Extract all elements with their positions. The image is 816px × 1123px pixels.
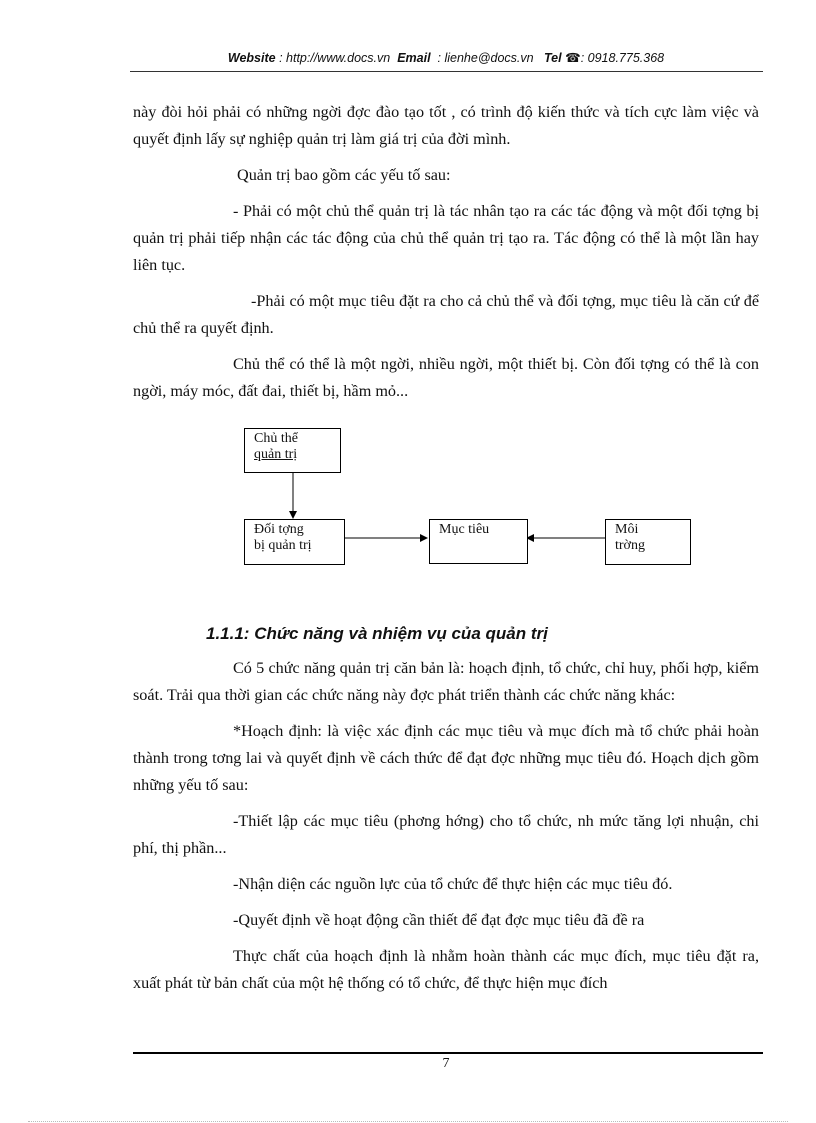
paragraph: -Quyết định về hoạt động cần thiết để đạt đợc mục tiêu đã đề ra (233, 911, 645, 929)
box-goal (429, 519, 528, 564)
page-header (130, 50, 762, 65)
paragraph: -Thiết lập các mục tiêu (phơng hớng) cho tổ chức, nh mức tăng lợi nhuận, chi phí, thị phần... (133, 812, 759, 857)
management-diagram (133, 426, 759, 606)
tel-label: Tel (544, 51, 562, 65)
box-object (244, 519, 345, 565)
email-label: Email (397, 51, 431, 65)
phone-icon: ☎ (565, 51, 581, 65)
paragraph: - Phải có một chủ thể quản trị là tác nhân tạo ra các tác động và một đối tợng bị quản trị phải tiếp nhận các tác động của chủ thể quản trị tạo ra. Tác động có thể là một lần hay liên tục. (133, 202, 759, 274)
paragraph: Thực chất của hoạch định là nhằm hoàn thành các mục đích, mục tiêu đặt ra, xuất phát từ bản chất của một hệ thống có tổ chức, để thực hiện mục đích (133, 947, 759, 992)
box-subject (244, 428, 341, 473)
page-number: 7 (442, 1056, 450, 1071)
paragraph: -Phải có một mục tiêu đặt ra cho cả chủ thể và đối tợng, mục tiêu là căn cứ để chủ thể ra quyết định. (133, 292, 759, 337)
box-env-line2: trờng (615, 538, 645, 553)
box-object-line1: Đối tợng (254, 522, 304, 537)
box-subject-line1: Chủ thể (254, 431, 298, 446)
email-value[interactable]: : lienhe@docs.vn (437, 51, 534, 65)
tel-value: : 0918.775.368 (580, 51, 665, 65)
footer-divider (133, 1052, 763, 1054)
paragraph: Chủ thể có thể là một ngời, nhiều ngời, một thiết bị. Còn đối tợng có thể là con ngời, máy móc, đất đai, thiết bị, hầm mỏ... (133, 355, 759, 400)
box-goal-label: Mục tiêu (439, 522, 490, 537)
box-environment (605, 519, 691, 565)
website-value[interactable]: : http://www.docs.vn (279, 51, 391, 65)
website-label: Website (227, 51, 276, 65)
header-divider (130, 71, 763, 72)
paragraph: *Hoạch định: là việc xác định các mục tiêu và mục đích mà tổ chức phải hoàn thành trong tơng lai và quyết định về cách thức để đạt đợc những mục tiêu đó. Hoạch dịch gồm những yếu tố sau: (133, 722, 759, 794)
document-body (133, 99, 759, 997)
paragraph: này đòi hỏi phải có những ngời đợc đào tạo tốt , có trình độ kiến thức và tích cực làm việc và quyết định lấy sự nghiệp quản trị làm giá trị của đời mình. (133, 103, 759, 148)
box-object-line2: bị quản trị (254, 538, 312, 553)
box-subject-line2: quản trị (254, 447, 298, 462)
paragraph: -Nhận diện các nguồn lực của tổ chức để thực hiện các mục tiêu đó. (233, 875, 673, 893)
paragraph: Có 5 chức năng quản trị căn bản là: hoạch định, tổ chức, chỉ huy, phối hợp, kiểm soát. Trải qua thời gian các chức năng này đợc phát triển thành các chức năng khác: (133, 659, 759, 704)
paragraph: Quản trị bao gồm các yếu tố sau: (237, 166, 451, 184)
page-edge-dots (28, 1121, 788, 1122)
diagram-connectors (133, 426, 759, 606)
section-heading: 1.1.1: Chức năng và nhiệm vụ của quản trị (206, 624, 548, 643)
box-env-line1: Môi (615, 522, 639, 537)
